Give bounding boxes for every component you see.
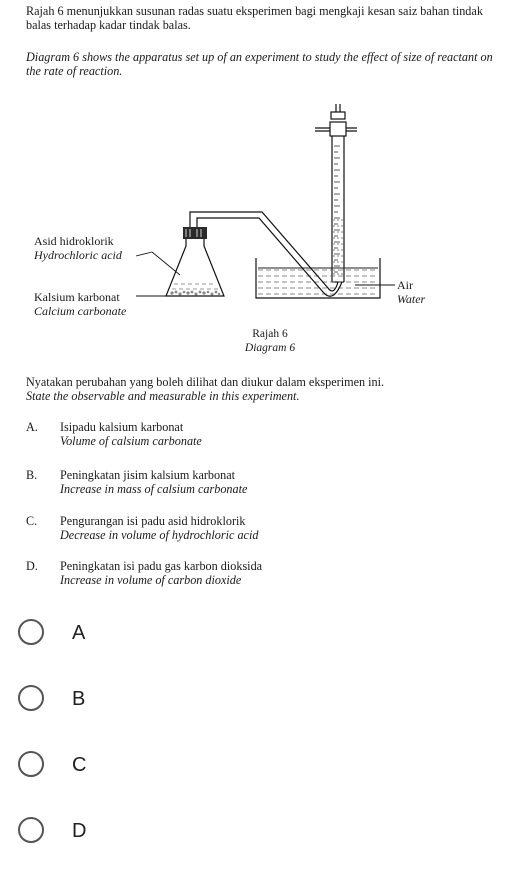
choice-d[interactable] bbox=[18, 817, 218, 847]
label-water-en: Water bbox=[397, 292, 426, 306]
option-malay: Peningkatan isi padu gas karbon dioksida bbox=[60, 559, 263, 573]
label-acid-ms: Asid hidroklorik bbox=[34, 234, 114, 248]
choice-label-c: C bbox=[72, 754, 87, 776]
radio-button-d[interactable] bbox=[18, 817, 44, 843]
choice-c[interactable] bbox=[18, 751, 218, 781]
option-malay: Pengurangan isi padu asid hidroklorik bbox=[60, 514, 246, 528]
option-letter: B. bbox=[26, 468, 38, 482]
choice-label-d: D bbox=[72, 820, 87, 842]
diagram-caption-en: Diagram 6 bbox=[244, 342, 296, 354]
label-calcium-en: Calcium carbonate bbox=[34, 304, 127, 318]
label-water-ms: Air bbox=[397, 278, 413, 292]
option-english: Volume of calsium carbonate bbox=[60, 434, 202, 448]
label-calcium-ms: Kalsium karbonat bbox=[34, 290, 120, 304]
option-letter: A. bbox=[26, 420, 38, 434]
option-letter: C. bbox=[26, 514, 38, 528]
option-english: Decrease in volume of hydrochloric acid bbox=[60, 528, 259, 542]
question-english: State the observable and measurable in this experiment. bbox=[26, 389, 300, 403]
diagram-caption-ms: Rajah 6 bbox=[252, 328, 288, 340]
option-malay: Peningkatan jisim kalsium karbonat bbox=[60, 468, 235, 482]
radio-button-c[interactable] bbox=[18, 751, 44, 777]
option-english: Increase in mass of calsium carbonate bbox=[60, 482, 248, 496]
option-malay: Isipadu kalsium karbonat bbox=[60, 420, 184, 434]
option-english: Increase in volume of carbon dioxide bbox=[60, 573, 242, 587]
option-letter: D. bbox=[26, 559, 38, 573]
label-acid-en: Hydrochloric acid bbox=[34, 248, 122, 262]
question-malay: Nyatakan perubahan yang boleh dilihat dan diukur dalam eksperimen ini. bbox=[26, 375, 385, 389]
radio-button-b[interactable] bbox=[18, 685, 44, 711]
choice-label-b: B bbox=[72, 688, 86, 710]
choice-label-a: A bbox=[72, 622, 86, 644]
radio-button-a[interactable] bbox=[18, 619, 44, 645]
question-text bbox=[26, 375, 496, 403]
intro-malay: Rajah 6 menunjukkan susunan radas suatu eksperimen bagi mengkaji kesan saiz bahan tindak balas terhadap kadar tindak balas. bbox=[26, 4, 483, 32]
apparatus-diagram bbox=[0, 100, 505, 340]
choice-b[interactable] bbox=[18, 685, 218, 715]
intro-english: Diagram 6 shows the apparatus set up of an experiment to study the effect of size of reactant on the rate of reaction. bbox=[26, 50, 493, 78]
choice-a[interactable] bbox=[18, 619, 218, 649]
